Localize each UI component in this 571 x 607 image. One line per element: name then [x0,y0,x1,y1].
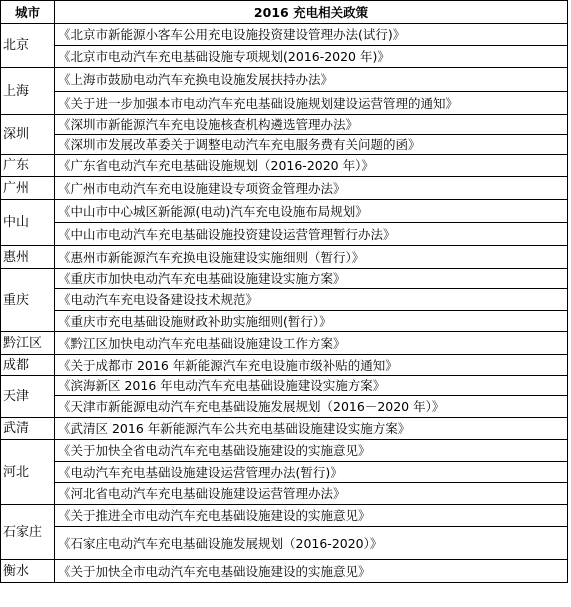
policy-cell: 《北京市新能源小客车公用充电设施投资建设管理办法(试行)》 [55,24,568,46]
header-row [1,1,568,24]
policy-cell: 《关于加快全省电动汽车充电基础设施建设的实施意见》 [55,440,568,462]
table-row [1,155,568,177]
city-cell: 武清 [1,418,55,440]
table-row [1,440,568,462]
policy-cell: 《深圳市新能源汽车充电设施核查机构遴选管理办法》 [55,115,568,135]
table-row [1,355,568,376]
city-cell: 北京 [1,24,55,68]
city-cell: 石家庄 [1,505,55,560]
policy-cell: 《广州市电动汽车充电设施建设专项资金管理办法》 [55,177,568,200]
policy-cell: 《惠州市新能源汽车充换电设施建设实施细则（暂行）》 [55,246,568,269]
city-cell: 中山 [1,200,55,246]
policy-cell: 《深圳市发展改革委关于调整电动汽车充电服务费有关问题的函》 [55,135,568,155]
table-row [1,311,568,332]
table-row [1,505,568,527]
table-row [1,376,568,396]
policy-cell: 《滨海新区 2016 年电动汽车充电基础设施建设实施方案》 [55,376,568,396]
table-row [1,289,568,311]
table-row [1,418,568,440]
table-row [1,246,568,269]
policy-cell: 《中山市电动汽车充电基础设施投资建设运营管理暂行办法》 [55,223,568,246]
city-cell: 河北 [1,440,55,505]
table-body [1,24,568,583]
table-row [1,200,568,223]
table-row [1,46,568,68]
policy-cell: 《重庆市加快电动汽车充电基础设施建设实施方案》 [55,269,568,289]
table-row [1,332,568,355]
table-row [1,24,568,46]
table-row [1,462,568,483]
city-cell: 上海 [1,68,55,115]
city-cell: 黔江区 [1,332,55,355]
city-cell: 天津 [1,376,55,418]
table-row [1,92,568,115]
policy-cell: 《电动汽车充电基础设施建设运营管理办法(暂行)》 [55,462,568,483]
policy-cell: 《上海市鼓励电动汽车充换电设施发展扶持办法》 [55,68,568,92]
policy-cell: 《中山市中心城区新能源(电动)汽车充电设施布局规划》 [55,200,568,223]
city-cell: 衡水 [1,560,55,583]
table-row [1,560,568,583]
city-cell: 成都 [1,355,55,376]
city-cell: 惠州 [1,246,55,269]
policy-cell: 《关于成都市 2016 年新能源汽车充电设施市级补贴的通知》 [55,355,568,376]
policy-cell: 《北京市电动汽车充电基础设施专项规划(2016-2020 年)》 [55,46,568,68]
city-cell: 重庆 [1,269,55,332]
table-row [1,396,568,418]
policy-cell: 《武清区 2016 年新能源汽车公共充电基础设施建设实施方案》 [55,418,568,440]
table-row [1,177,568,200]
policy-cell: 《关于加快全市电动汽车充电基础设施建设的实施意见》 [55,560,568,583]
column-header-city: 城市 [1,1,55,24]
policy-cell: 《广东省电动汽车充电基础设施规划（2016-2020 年）》 [55,155,568,177]
table-row [1,527,568,560]
table-row [1,223,568,246]
column-header-policy: 2016 充电相关政策 [55,1,568,24]
policy-cell: 《天津市新能源电动汽车充电基础设施发展规划（2016－2020 年）》 [55,396,568,418]
policy-cell: 《黔江区加快电动汽车充电基础设施建设工作方案》 [55,332,568,355]
policy-cell: 《河北省电动汽车充电基础设施建设运营管理办法》 [55,483,568,505]
policy-cell: 《关于进一步加强本市电动汽车充电基础设施规划建设运营管理的通知》 [55,92,568,115]
table-row [1,483,568,505]
policy-cell: 《电动汽车充电设备建设技术规范》 [55,289,568,311]
table-row [1,115,568,135]
policy-cell: 《关于推进全市电动汽车充电基础设施建设的实施意见》 [55,505,568,527]
city-cell: 广东 [1,155,55,177]
city-cell: 深圳 [1,115,55,155]
table-row [1,68,568,92]
table-row [1,269,568,289]
policy-cell: 《重庆市充电基础设施财政补助实施细则(暂行）》 [55,311,568,332]
policy-cell: 《石家庄电动汽车充电基础设施发展规划（2016-2020）》 [55,527,568,560]
city-cell: 广州 [1,177,55,200]
table-row [1,135,568,155]
